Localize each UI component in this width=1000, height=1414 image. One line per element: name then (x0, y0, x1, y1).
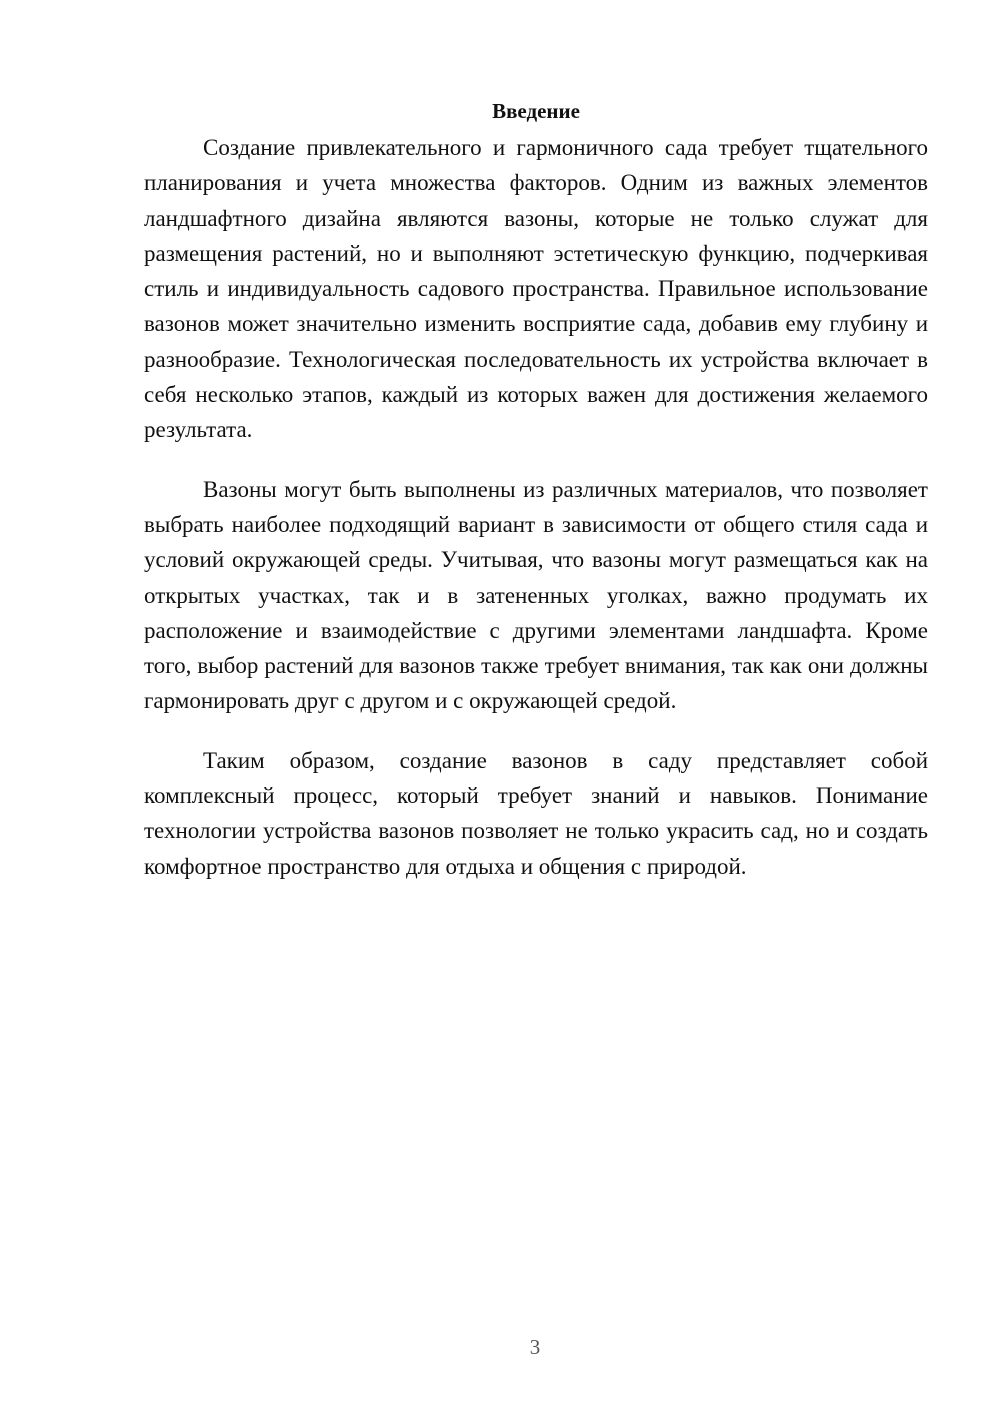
page-content (144, 96, 928, 908)
page-number: 3 (529, 1335, 541, 1359)
section-heading: Введение (492, 99, 580, 123)
paragraph-2: Вазоны могут быть выполнены из различных материалов, что позволяет выбрать наиболее подходящий вариант в зависимости от общего стиля сада и условий окружающей среды. Учитывая, что вазоны могут размещаться как на открытых участках, так и в затененных уголках, важно продумать их расположение и взаимодействие с другими элементами ландшафта. Кроме того, выбор растений для вазонов также требует внимания, так как они должны гармонировать друг с другом и с окружающей средой. (144, 476, 928, 714)
paragraph-1: Создание привлекательного и гармоничного сада требует тщательного планирования и учета множества факторов. Одним из важных элементов ландшафтного дизайна являются вазоны, которые не только служат для размещения растений, но и выполняют эстетическую функцию, подчеркивая стиль и индивидуальность садового пространства. Правильное использование вазонов может значительно изменить восприятие сада, добавив ему глубину и разнообразие. Технологическая последовательность их устройства включает в себя несколько этапов, каждый из которых важен для достижения желаемого результата. (144, 135, 928, 443)
paragraph-3: Таким образом, создание вазонов в саду представляет собой комплексный процесс, который требует знаний и навыков. Понимание технологии устройства вазонов позволяет не только украсить сад, но и создать комфортное пространство для отдыха и общения с природой. (144, 747, 928, 879)
